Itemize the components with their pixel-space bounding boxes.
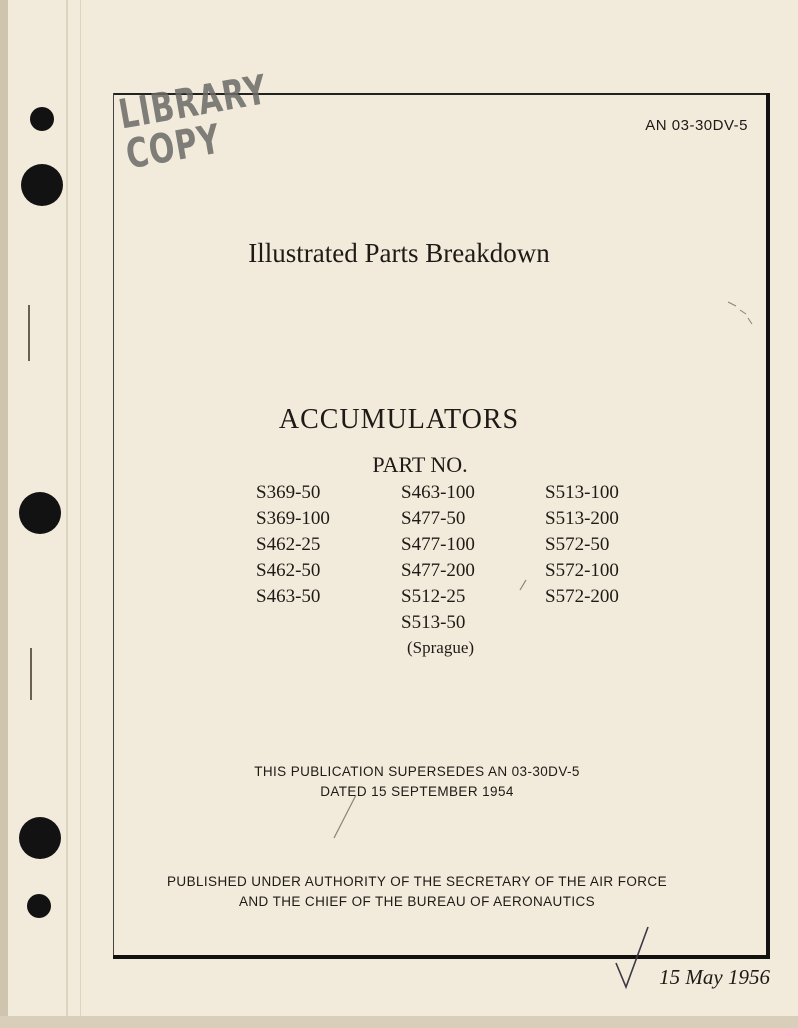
- binder-hole-icon: [30, 107, 54, 131]
- part-number: S477-100: [401, 534, 475, 555]
- supersedes-line: DATED 15 SEPTEMBER 1954: [320, 784, 514, 799]
- part-list-column-3: [545, 480, 619, 610]
- binder-hole-icon: [19, 492, 61, 534]
- part-number: S572-200: [545, 586, 619, 607]
- part-number: S572-50: [545, 534, 610, 555]
- binder-hole-icon: [21, 164, 63, 206]
- page-bottom-edge: [0, 1016, 798, 1028]
- part-number-heading: PART NO.: [372, 452, 468, 477]
- check-mark-icon: [612, 925, 652, 993]
- part-number: S513-50: [401, 612, 466, 633]
- supersedes-line: THIS PUBLICATION SUPERSEDES AN 03-30DV-5: [254, 764, 580, 779]
- part-number: S462-50: [256, 560, 321, 581]
- part-number: S463-100: [401, 482, 475, 503]
- frame-rule-right: [766, 93, 770, 959]
- authority-line: AND THE CHIEF OF THE BUREAU OF AERONAUTICS: [238, 894, 596, 909]
- part-number: S572-100: [545, 560, 619, 581]
- subject-heading: ACCUMULATORS: [278, 404, 520, 435]
- frame-rule-bottom: [113, 955, 770, 959]
- part-number: S369-100: [256, 508, 330, 529]
- document-number: AN 03-30DV-5: [645, 117, 748, 134]
- page-crease: [80, 0, 81, 1016]
- page-crease: [66, 0, 68, 1016]
- part-number: S463-50: [256, 586, 321, 607]
- publication-date: 15 May 1956: [659, 965, 770, 989]
- pencil-mark: [330, 792, 360, 842]
- part-number: S477-200: [401, 560, 475, 581]
- pencil-mark: [726, 298, 754, 328]
- pencil-mark: [517, 578, 529, 592]
- part-number: S512-25: [401, 586, 466, 607]
- margin-mark: [30, 648, 32, 700]
- part-list-column-1: [256, 480, 330, 610]
- part-number: S369-50: [256, 482, 321, 503]
- part-number: S477-50: [401, 508, 466, 529]
- frame-rule-left: [113, 93, 114, 956]
- library-copy-stamp: LIBRARY COPY: [115, 66, 272, 180]
- binder-hole-icon: [19, 817, 61, 859]
- part-list-column-2: [401, 480, 475, 636]
- page-title: Illustrated Parts Breakdown: [248, 238, 550, 268]
- part-number: S462-25: [256, 534, 321, 555]
- manufacturer-label: (Sprague): [407, 638, 475, 657]
- part-number: S513-100: [545, 482, 619, 503]
- authority-notice: [0, 872, 798, 912]
- part-number: S513-200: [545, 508, 619, 529]
- authority-line: PUBLISHED UNDER AUTHORITY OF THE SECRETARY OF THE AIR FORCE: [167, 874, 667, 889]
- margin-mark: [28, 305, 30, 361]
- supersedes-notice: [0, 762, 798, 802]
